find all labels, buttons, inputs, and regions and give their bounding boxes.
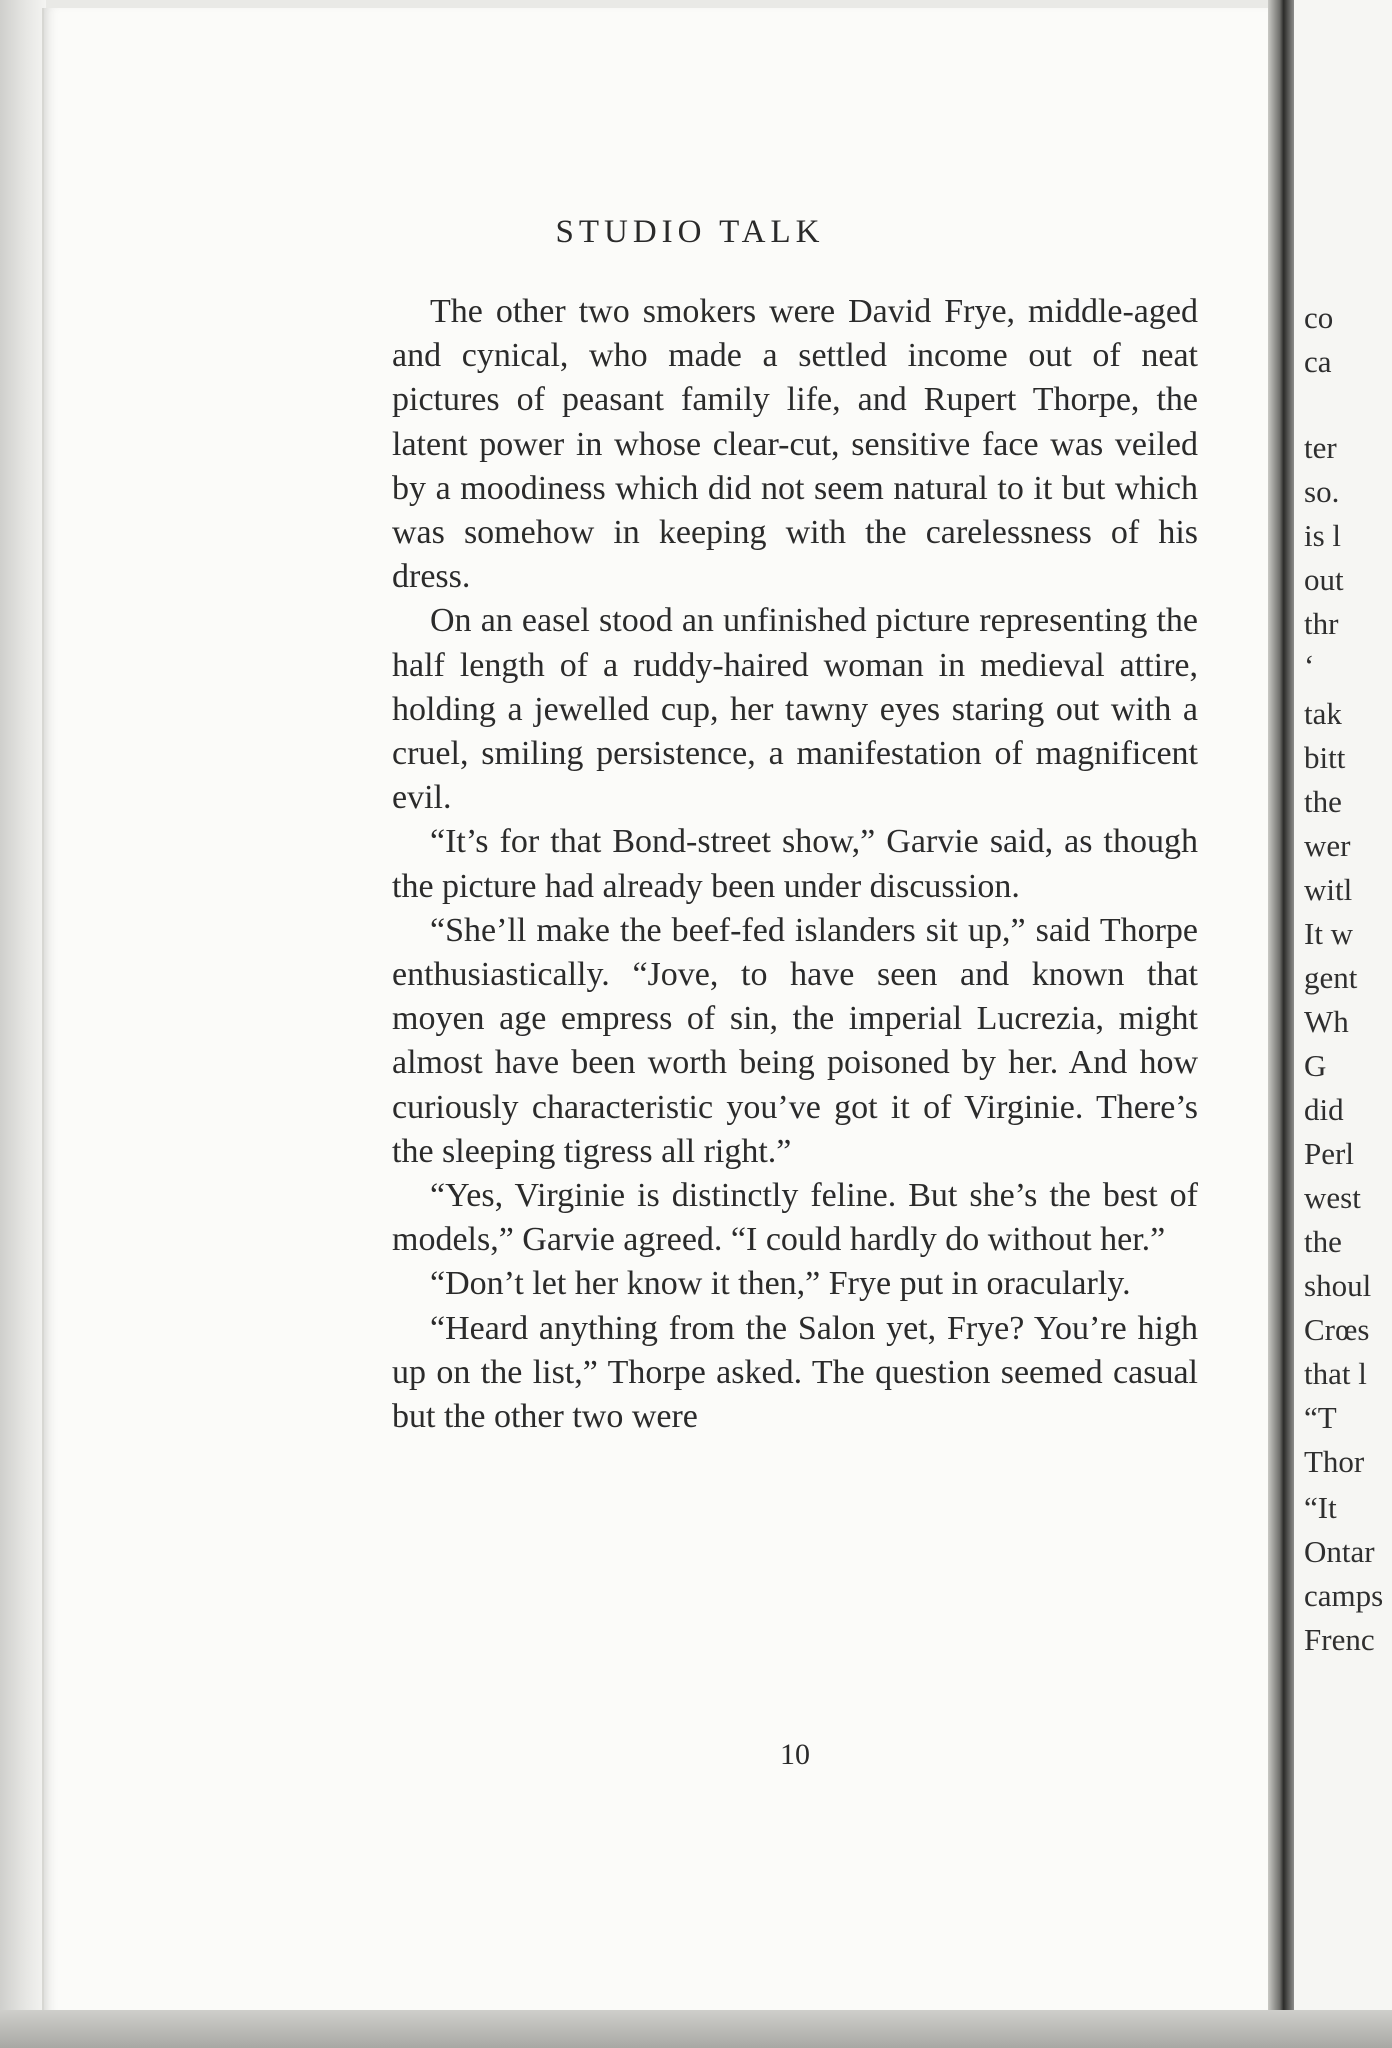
facing-page-fragment: Frenc — [1304, 1622, 1375, 1657]
facing-page-fragment: Wh — [1304, 1004, 1349, 1039]
book-gutter — [1268, 0, 1294, 2048]
paragraph: “It’s for that Bond-street show,” Garvie said, as though the picture had already been under discussion. — [392, 823, 1198, 905]
running-head: STUDIO TALK — [555, 214, 825, 250]
paragraph: “Don’t let her know it then,” Frye put in oracularly. — [430, 1265, 1131, 1303]
facing-page-fragment: ter — [1304, 430, 1337, 465]
page-bottom-edge — [0, 2010, 1392, 2048]
facing-page-fragment: Crœs — [1304, 1312, 1370, 1347]
facing-page-fragment: ‘ — [1304, 648, 1315, 683]
facing-page-fragment: that l — [1304, 1356, 1367, 1391]
facing-page-fragment: thr — [1304, 606, 1339, 641]
facing-page-fragment: Ontar — [1304, 1534, 1375, 1569]
page-number: 10 — [780, 1738, 810, 1771]
facing-page-fragment: gent — [1304, 960, 1358, 995]
facing-page-fragment: Perl — [1304, 1136, 1354, 1171]
facing-page-fragment: “It — [1304, 1490, 1337, 1525]
facing-page-fragment: ca — [1304, 344, 1332, 379]
facing-page-fragment: G — [1304, 1048, 1327, 1083]
paragraph: On an easel stood an unfinished picture representing the half length of a ruddy-haired woman in medieval attire, holding a jewelled cup, her tawny eyes staring out with a cruel, smiling persistence, a manifestation of magnificent evil. — [392, 602, 1198, 817]
paragraph: “Yes, Virginie is distinctly feline. But she’s the best of models,” Garvie agreed. “I could hardly do without her.” — [392, 1177, 1198, 1259]
facing-page-fragment: bitt — [1304, 740, 1346, 775]
facing-page-fragment: shoul — [1304, 1268, 1372, 1303]
facing-page-fragment: the — [1304, 784, 1342, 819]
facing-page-fragment: witl — [1304, 872, 1353, 907]
scan-edge-left — [0, 0, 46, 2048]
facing-page-fragment: is l — [1304, 518, 1342, 553]
facing-page-fragment: “T — [1304, 1400, 1337, 1435]
facing-page-fragment: the — [1304, 1224, 1342, 1259]
facing-page-fragment: co — [1304, 300, 1334, 335]
facing-page-fragment: so. — [1304, 474, 1340, 509]
facing-page-fragment: west — [1304, 1180, 1361, 1215]
facing-page-fragment: out — [1304, 562, 1344, 597]
facing-page-fragment: tak — [1304, 696, 1342, 731]
facing-page-fragment: It w — [1304, 916, 1354, 951]
paragraph: “She’ll make the beef-fed islanders sit up,” said Thorpe enthusiastically. “Jove, to have seen and known that moyen age empress of sin, the imperial Lucrezia, might almost have been worth being poisoned by her. And how curiously characteristic you’ve got it of Virginie. There’s the sleeping tigress all right.” — [392, 911, 1198, 1170]
facing-page-fragment: did — [1304, 1092, 1344, 1127]
facing-page-text — [1304, 0, 1392, 2048]
paragraph: “Heard anything from the Salon yet, Frye? You’re high up on the list,” Thorpe asked. The question seemed casual but the other two were — [392, 1309, 1198, 1436]
paragraph: The other two smokers were David Frye, middle-aged and cynical, who made a settled income out of neat pictures of peasant family life, and Rupert Thorpe, the latent power in whose clear-cut, sensitive face was veiled by a moodiness which did not seem natural to it but which was somehow in keeping with the carelessness of his dress. — [392, 293, 1198, 596]
body-text — [392, 290, 1198, 1439]
facing-page-fragment: wer — [1304, 828, 1351, 863]
facing-page-fragment: camps — [1304, 1578, 1384, 1613]
facing-page-fragment: Thor — [1304, 1444, 1365, 1479]
